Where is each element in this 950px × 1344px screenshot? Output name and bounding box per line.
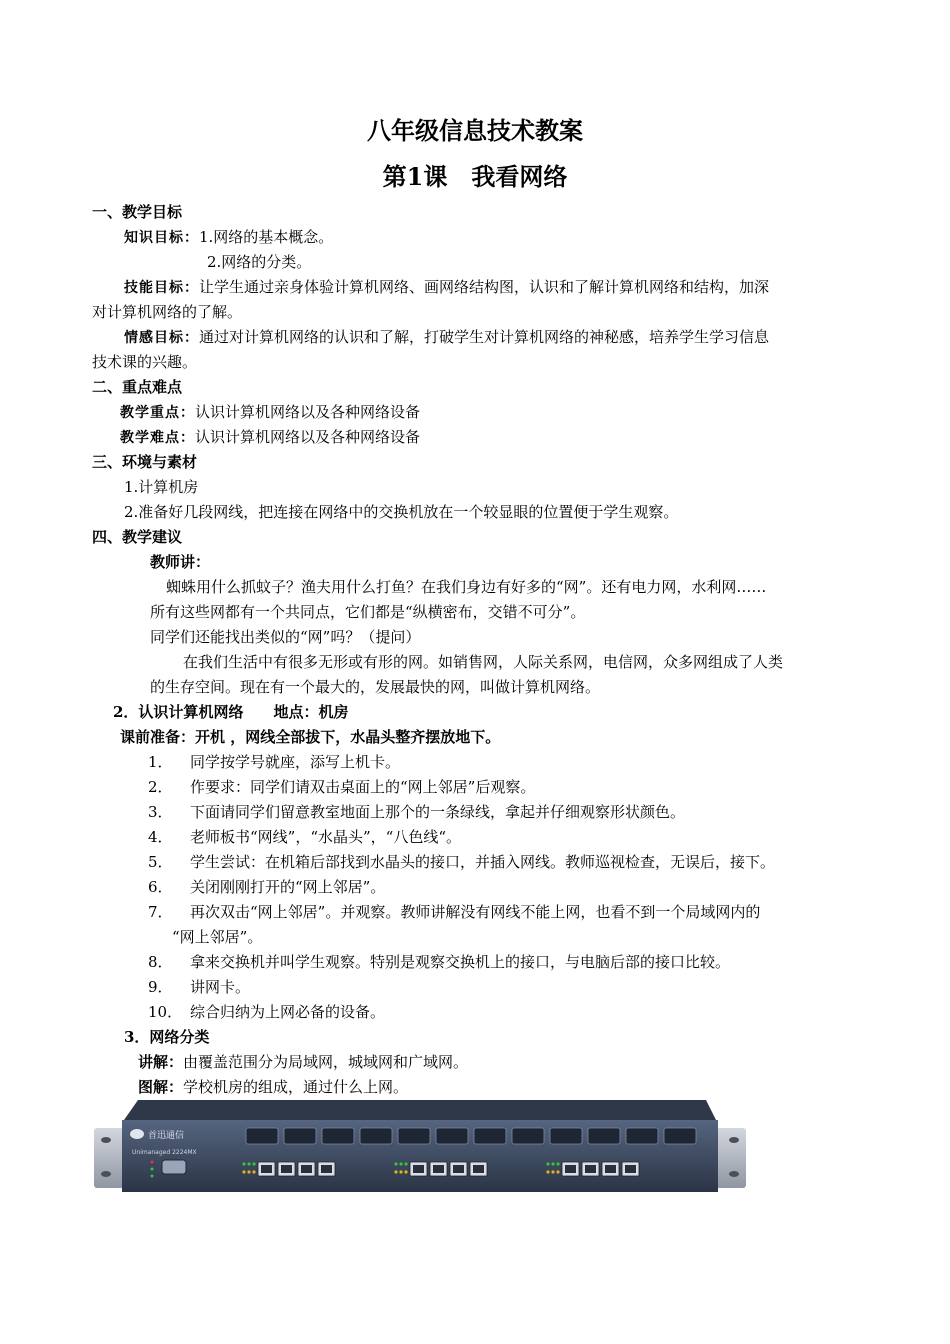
difficulty-text: 认识计算机网络以及各种网络设备	[195, 428, 421, 446]
sfp-slot-icon	[322, 1128, 354, 1144]
skill-goal-text-2: 对计算机网络的了解。	[92, 303, 243, 321]
port-led-icon	[546, 1162, 549, 1165]
step-7-continued: “网上邻居”。	[172, 928, 263, 946]
model-text: Unimanaged 2224MX	[132, 1149, 197, 1156]
port-led-icon	[247, 1162, 250, 1165]
port-led-icon	[404, 1162, 407, 1165]
key-point-label: 教学重点：	[120, 405, 195, 421]
step-6: 6． 关闭刚刚打开的“网上邻居”。	[148, 878, 386, 896]
sfp-slot-icon	[284, 1128, 316, 1144]
paragraph-1-line-2: 所有这些网都有一个共同点，它们都是“纵横密布，交错不可分”。	[150, 603, 586, 621]
lesson-title: 第1课 我看网络	[382, 162, 568, 191]
preparation-line: 课前准备：开机 ，网线全部拔下，水晶头整齐摆放地下。	[120, 728, 501, 746]
sfp-slot-icon	[398, 1128, 430, 1144]
knowledge-goal-label: 知识目标：	[124, 230, 199, 246]
status-leds-icon	[151, 1161, 154, 1178]
emotion-goal-label: 情感目标：	[124, 330, 199, 346]
subsection-2-heading: 2．认识计算机网络 地点：机房	[113, 703, 349, 721]
emotion-goal-text-2: 技术课的兴趣。	[92, 353, 198, 371]
knowledge-goal-line-1	[124, 227, 333, 248]
section-1-heading: 一、教学目标	[92, 203, 183, 221]
sfp-slot-icon	[246, 1128, 278, 1144]
sfp-slot-icon	[626, 1128, 658, 1144]
step-2: 2． 作要求：同学们请双击桌面上的“网上邻居”后观察。	[148, 778, 536, 796]
port-led-icon	[252, 1162, 255, 1165]
step-4: 4． 老师板书“网线”，“水晶头”，“八色线“。	[148, 828, 462, 846]
difficulty-label: 教学难点：	[120, 430, 195, 446]
section-2-heading: 二、重点难点	[92, 378, 183, 396]
knowledge-goal-text-1: 1.网络的基本概念。	[199, 228, 334, 246]
step-1: 1． 同学按学号就座，添写上机卡。	[148, 753, 401, 771]
explain-line	[138, 1052, 468, 1072]
sfp-slot-icon	[664, 1128, 696, 1144]
paragraph-3-line-1: 在我们生活中有很多无形或有形的网。如销售网，人际关系网，电信网，众多网组成了人类	[183, 653, 784, 671]
section-3-heading: 三、环境与素材	[92, 453, 198, 471]
port-led-icon	[546, 1170, 549, 1173]
subsection-3-heading: 3．网络分类	[124, 1028, 210, 1046]
explain-label: 讲解：	[138, 1053, 184, 1071]
port-led-icon	[399, 1170, 402, 1173]
brand-text: 首迅通信	[148, 1131, 185, 1141]
material-item-2: 2.准备好几段网线，把连接在网络中的交换机放在一个较显眼的位置便于学生观察。	[124, 503, 679, 521]
difficulty-line	[120, 427, 420, 448]
knowledge-goal-text-2: 2.网络的分类。	[207, 253, 312, 271]
step-7: 7． 再次双击“网上邻居”。并观察。教师讲解没有网线不能上网，也看不到一个局域网内的	[148, 903, 761, 921]
port-led-icon	[247, 1170, 250, 1173]
skill-goal-text-1: 让学生通过亲身体验计算机网络、画网络结构图，认识和了解计算机网络和结构，加深	[199, 278, 770, 296]
teacher-says-label: 教师讲：	[150, 553, 211, 571]
port-led-icon	[556, 1162, 559, 1165]
port-led-icon	[399, 1162, 402, 1165]
document-title: 八年级信息技术教案	[367, 116, 583, 145]
rack-ear-right	[716, 1128, 746, 1188]
step-3: 3． 下面请同学们留意教室地面上那个的一条绿线，拿起并仔细观察形状颜色。	[148, 803, 686, 821]
port-led-icon	[394, 1162, 397, 1165]
network-switch-image	[92, 1098, 748, 1194]
console-port-icon	[162, 1160, 186, 1174]
diagram-line	[138, 1077, 408, 1097]
sfp-slot-icon	[474, 1128, 506, 1144]
port-led-icon	[556, 1170, 559, 1173]
rack-ear-left	[94, 1128, 124, 1188]
switch-top	[124, 1100, 716, 1120]
paragraph-2: 同学们还能找出类似的“网”吗？（提问）	[150, 628, 421, 646]
step-10: 10． 综合归纳为上网必备的设备。	[148, 1003, 386, 1021]
paragraph-1-line-1: 蜘蛛用什么抓蚊子？渔夫用什么打鱼？在我们身边有好多的“网”。还有电力网，水利网……	[166, 578, 767, 596]
sfp-slot-icon	[588, 1128, 620, 1144]
diagram-text: 学校机房的组成，通过什么上网。	[183, 1078, 409, 1096]
explain-text: 由覆盖范围分为局域网，城域网和广域网。	[183, 1053, 469, 1071]
diagram-label: 图解：	[138, 1078, 184, 1096]
port-led-icon	[394, 1170, 397, 1173]
step-5: 5． 学生尝试：在机箱后部找到水晶头的接口，并插入网线。教师巡视检查，无误后，接下。	[148, 853, 776, 871]
sfp-slot-icon	[436, 1128, 468, 1144]
key-point-text: 认识计算机网络以及各种网络设备	[195, 403, 421, 421]
skill-goal-label: 技能目标：	[124, 280, 199, 296]
section-4-heading: 四、教学建议	[92, 528, 183, 546]
key-point-line	[120, 402, 420, 423]
emotion-goal-line-1	[124, 327, 769, 348]
port-led-icon	[551, 1170, 554, 1173]
sfp-slot-icon	[512, 1128, 544, 1144]
sfp-slot-icon	[360, 1128, 392, 1144]
port-led-icon	[252, 1170, 255, 1173]
port-led-icon	[551, 1162, 554, 1165]
port-led-icon	[242, 1162, 245, 1165]
port-led-icon	[404, 1170, 407, 1173]
step-8: 8． 拿来交换机并叫学生观察。特别是观察交换机上的接口，与电脑后部的接口比较。	[148, 953, 731, 971]
port-led-icon	[242, 1170, 245, 1173]
skill-goal-line-1	[124, 277, 769, 298]
step-9: 9． 讲网卡。	[148, 978, 251, 996]
emotion-goal-text-1: 通过对计算机网络的认识和了解，打破学生对计算机网络的神秘感，培养学生学习信息	[199, 328, 770, 346]
material-item-1: 1.计算机房	[124, 478, 199, 496]
paragraph-3-line-2: 的生存空间。现在有一个最大的，发展最快的网，叫做计算机网络。	[150, 678, 601, 696]
sfp-slot-icon	[550, 1128, 582, 1144]
